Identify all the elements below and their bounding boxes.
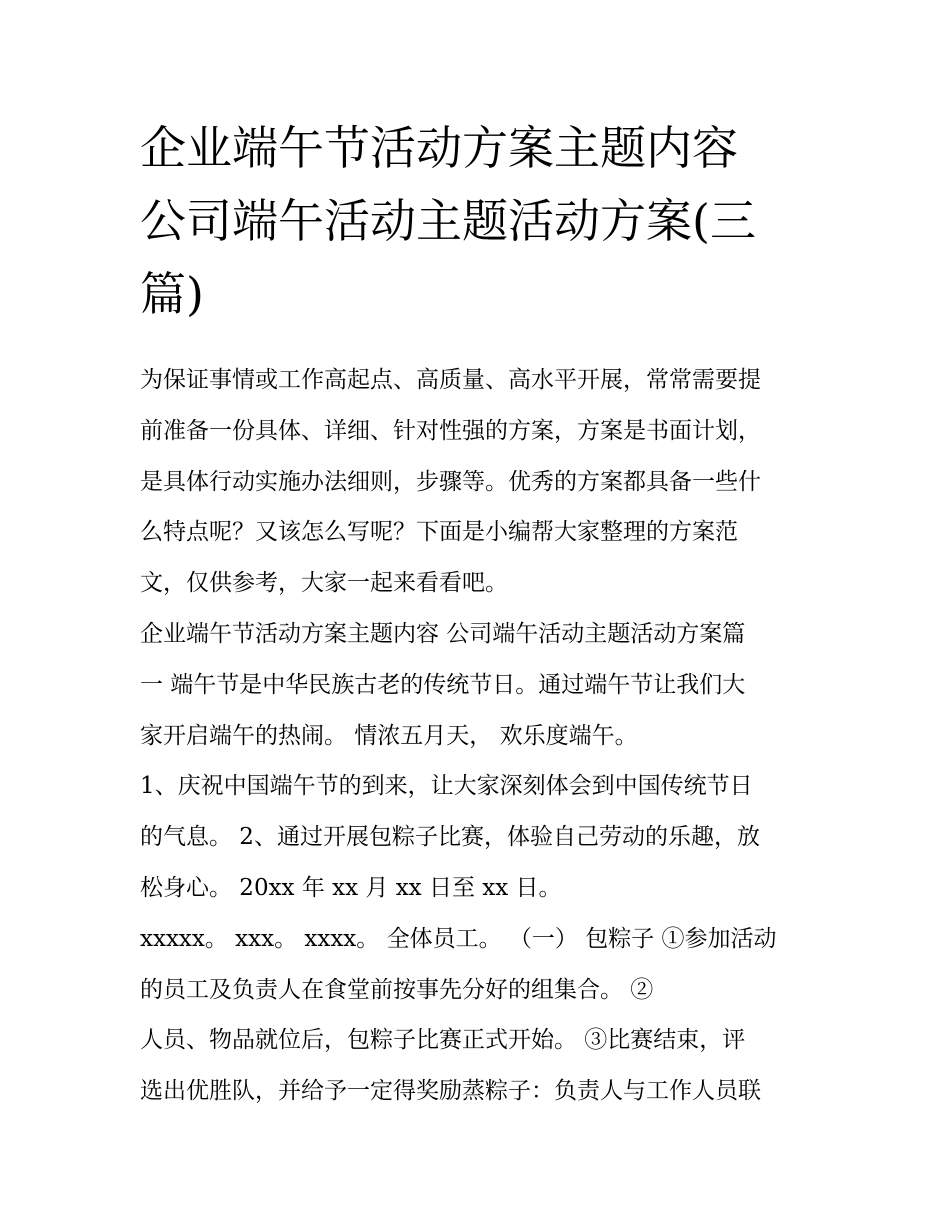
body-line: 的气息。 2、通过开展包粽子比赛，体验自己劳动的乐趣，放 (140, 824, 760, 851)
body-line: 文，仅供参考，大家一起来看看吧。 (140, 570, 508, 597)
body-line: 是具体行动实施办法细则，步骤等。优秀的方案都具备一些什 (140, 468, 761, 495)
body-line: 么特点呢？又该怎么写呢？下面是小编帮大家整理的方案范 (140, 519, 738, 546)
body-line: 为保证事情或工作高起点、高质量、高水平开展，常常需要提 (140, 367, 761, 393)
body-line: 一 端午节是中华民族古老的传统节日。通过端午节让我们大 (140, 671, 746, 698)
body-line: 家开启端午的热闹。 情浓五月天， 欢乐度端午。 (140, 722, 638, 749)
title-line: 企业端午节活动方案主题内容 (140, 121, 738, 175)
body-line: 企业端午节活动方案主题内容 公司端午活动主题活动方案篇 (140, 620, 746, 647)
document-title (140, 112, 830, 331)
body-line: 的员工及负责人在食堂前按事先分好的组集合。 ② (140, 976, 654, 1003)
body-line: 松身心。 20xx 年 xx 月 xx 日至 xx 日。 (140, 874, 562, 901)
title-line: 篇) (140, 267, 204, 321)
body-line: 人员、物品就位后，包粽子比赛正式开始。 ③比赛结束，评 (140, 1027, 746, 1054)
body-line: 1、庆祝中国端午节的到来，让大家深刻体会到中国传统节日 (140, 773, 753, 800)
body-line: 选出优胜队，并给予一定得奖励蒸粽子：负责人与工作人员联 (140, 1078, 761, 1105)
body-line: xxxxx。 xxx。 xxxx。 全体员工。 （一） 包粽子 ①参加活动 (140, 925, 777, 952)
title-line: 公司端午活动主题活动方案(三 (140, 194, 756, 248)
body-line: 前准备一份具体、详细、针对性强的方案，方案是书面计划， (140, 417, 761, 444)
document-body (140, 355, 830, 1117)
